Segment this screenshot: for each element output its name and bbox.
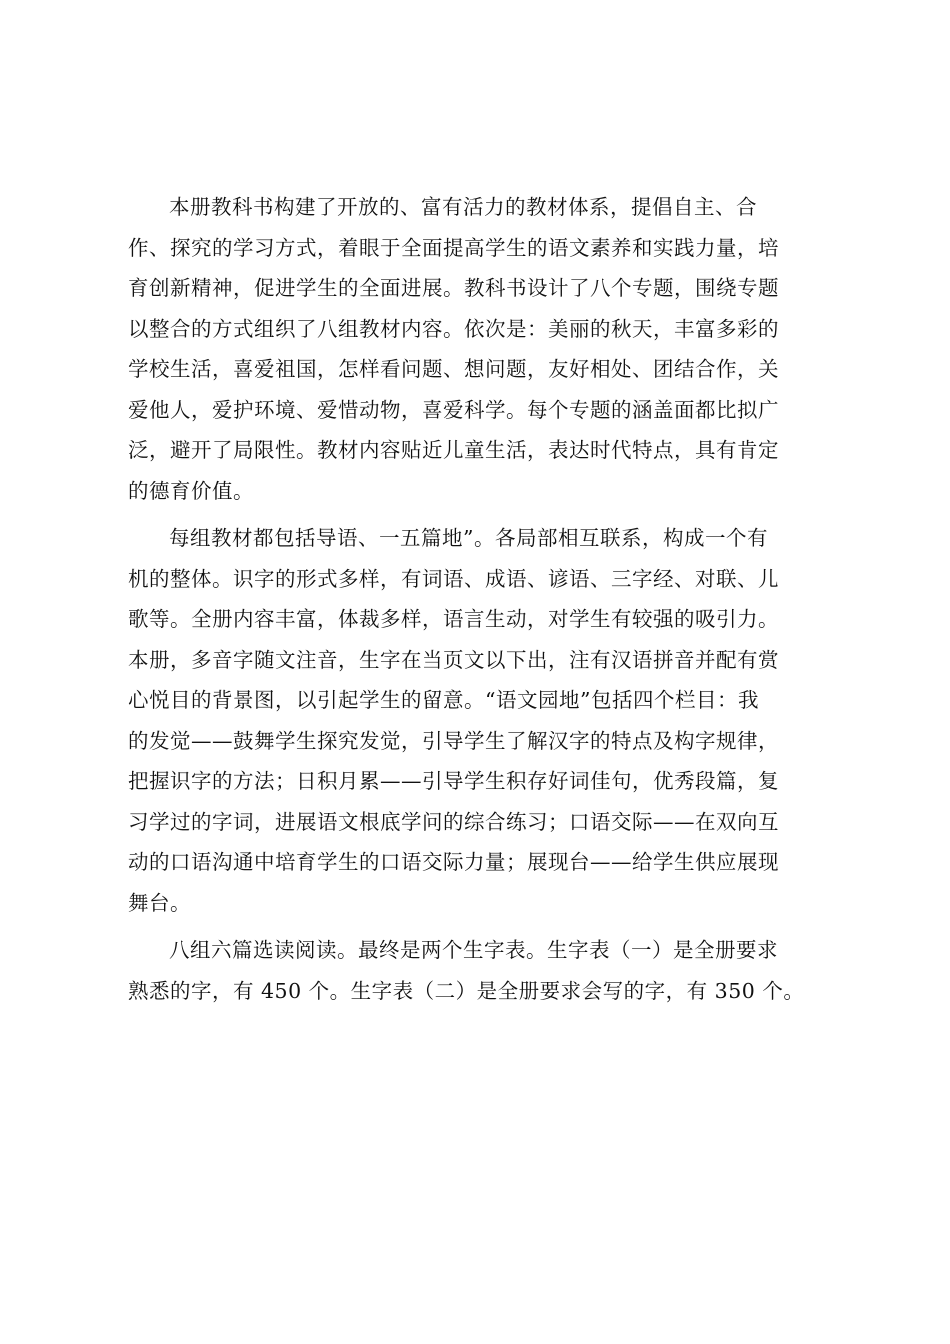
text-line: 每组教材都包括导语、一五篇地”。各局部相互联系，构成一个有 [169, 526, 768, 550]
text-line: 爱他人，爱护环境、爱惜动物，喜爱科学。每个专题的涵盖面都比拟广 [128, 397, 779, 422]
text-line: 的德育价值。 [128, 478, 254, 503]
text-line: 机的整体。识字的形式多样，有词语、成语、谚语、三字经、对联、儿 [128, 566, 779, 591]
text-line: 心悦目的背景图，以引起学生的留意。“语文园地”包括四个栏目：我 [128, 688, 759, 712]
text-line: 泛，避开了局限性。教材内容贴近儿童生活，表达时代特点，具有肯定 [128, 438, 779, 462]
text-line: 习学过的字词，进展语文根底学问的综合练习；口语交际——在双向互 [128, 809, 779, 834]
text-line: 动的口语沟通中培育学生的口语交际力量；展现台——给学生供应展现 [128, 850, 779, 874]
text-line: 熟悉的字，有 450 个。生字表（二）是全册要求会写的字，有 350 个。 [128, 978, 805, 1003]
text-line: 的发觉——鼓舞学生探究发觉，引导学生了解汉字的特点及构字规律， [128, 728, 779, 753]
text-line: 把握识字的方法；日积月累——引导学生积存好词佳句，优秀段篇，复 [128, 769, 779, 793]
paragraph-2 [128, 518, 832, 923]
text-line: 歌等。全册内容丰富，体裁多样，语言生动，对学生有较强的吸引力。 [128, 607, 779, 631]
text-line: 以整合的方式组织了八组教材内容。依次是：美丽的秋天，丰富多彩的 [128, 316, 779, 341]
text-line: 作、探究的学习方式，着眼于全面提高学生的语文素养和实践力量，培 [128, 235, 779, 260]
text-line: 八组六篇选读阅读。最终是两个生字表。生字表（一）是全册要求 [169, 938, 778, 962]
text-line: 学校生活，喜爱祖国，怎样看问题、想问题，友好相处、团结合作，关 [128, 357, 779, 381]
paragraph-3 [128, 930, 832, 1011]
text-line: 育创新精神，促进学生的全面进展。教科书设计了八个专题，围绕专题 [128, 276, 779, 300]
text-line: 本册，多音字随文注音，生字在当页文以下出，注有汉语拼音并配有赏 [128, 647, 779, 672]
text-line: 本册教科书构建了开放的、富有活力的教材体系，提倡自主、合 [169, 195, 757, 219]
document-body [128, 187, 832, 1011]
paragraph-1 [128, 187, 832, 511]
text-line: 舞台。 [128, 890, 191, 915]
